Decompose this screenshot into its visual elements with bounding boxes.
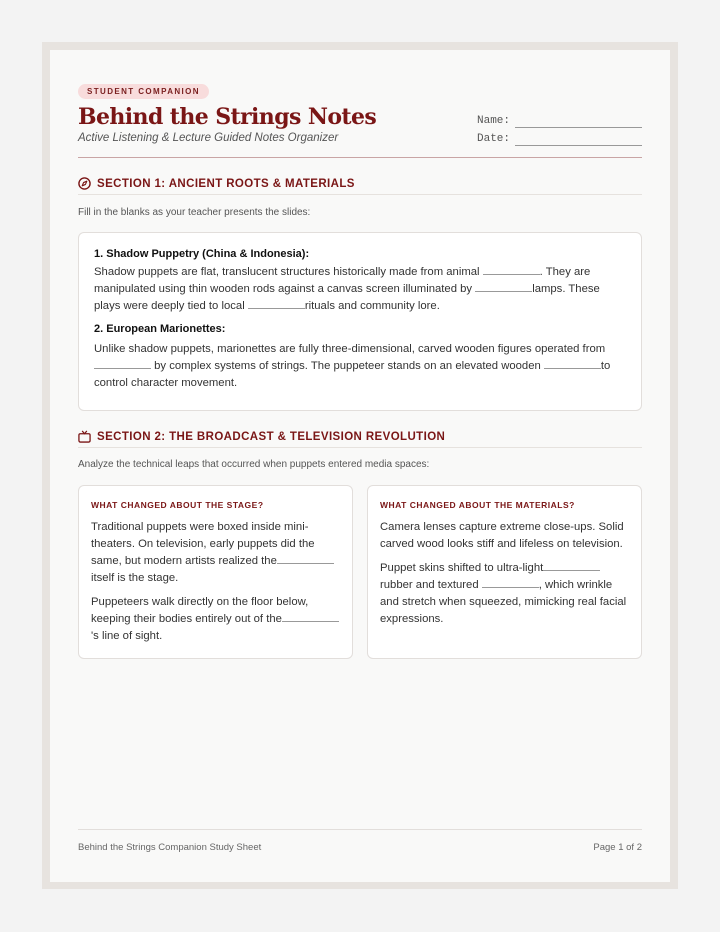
tv-icon [78,430,91,443]
page-subtitle: Active Listening & Lecture Guided Notes Organizer [78,132,339,144]
section1-instructions: Fill in the blanks as your teacher presents the slides: [78,207,311,218]
blank-field[interactable] [94,358,151,369]
stage-card [78,485,353,659]
blank-field[interactable] [282,611,339,622]
section1-heading [78,177,355,190]
section1-card [78,232,642,411]
marionette-text-2: by complex systems of strings. The puppeteer stands on an elevated wooden [154,360,544,372]
european-marionettes-heading: 2. European Marionettes: [94,323,226,335]
materials-paragraph-1: Camera lenses capture extreme close-ups. Solid carved wood looks stiff and lifeless on television. [380,521,624,550]
section1-title: SECTION 1: ANCIENT ROOTS & MATERIALS [97,177,355,190]
section2-heading [78,430,445,443]
stage-paragraph-2 [91,594,341,645]
stage-text-2b: 's line of sight. [91,630,163,642]
blank-field[interactable] [277,553,334,564]
blank-field[interactable] [482,577,539,588]
marionette-text-3: to control character movement. [94,360,611,389]
blank-field[interactable] [483,264,540,275]
shadow-puppetry-text [94,264,627,315]
date-label: Date: [477,133,511,145]
shadow-puppetry-heading: 1. Shadow Puppetry (China & Indonesia): [94,248,310,260]
materials-text-2b: rubber and textured [380,579,482,591]
student-companion-badge: STUDENT COMPANION [78,84,209,99]
blank-field[interactable] [543,560,600,571]
materials-heading: WHAT CHANGED ABOUT THE MATERIALS? [380,500,575,510]
header-divider [78,157,642,158]
blank-field[interactable] [248,298,305,309]
materials-card [367,485,642,659]
stage-paragraph-1 [91,519,341,587]
name-field[interactable] [477,115,510,127]
stage-text-1a: Traditional puppets were boxed inside mini-theaters. On television, early puppets did the same, but modern artists realized the [91,521,315,567]
page-number: Page 1 of 2 [593,842,642,853]
materials-text-2a: Puppet skins shifted to ultra-light [380,562,544,574]
section2-instructions: Analyze the technical leaps that occurred when puppets entered media spaces: [78,459,430,470]
stage-heading: WHAT CHANGED ABOUT THE STAGE? [91,500,264,510]
worksheet-page [50,50,670,882]
shadow-text-2: . They are manipulated using thin wooden rods against a canvas screen illuminated by [94,266,591,295]
name-label: Name: [477,115,511,127]
footer-title: Behind the Strings Companion Study Sheet [78,842,262,853]
shadow-text-3: lamps. These plays were deeply tied to local [94,283,600,312]
date-field[interactable] [477,133,510,145]
marionettes-text [94,341,627,392]
stage-text-1b: itself is the stage. [91,572,179,584]
blank-field[interactable] [475,281,532,292]
footer-divider [78,829,642,830]
section1-divider [78,194,642,195]
blank-field[interactable] [544,358,601,369]
date-line [515,145,642,146]
compass-icon [78,177,91,190]
name-line [515,127,642,128]
materials-text-2c: , which wrinkle and stretch when squeezed, mimicking real facial expressions. [380,579,627,625]
page-title: Behind the Strings Notes [78,104,377,130]
section2-title: SECTION 2: THE BROADCAST & TELEVISION REVOLUTION [97,430,446,443]
stage-text-2a: Puppeteers walk directly on the floor below, keeping their bodies entirely out of the [91,596,309,625]
shadow-text-1: Shadow puppets are flat, translucent structures historically made from animal [94,266,483,278]
marionette-text-1: Unlike shadow puppets, marionettes are fully three-dimensional, carved wooden figures operated from [94,343,606,355]
materials-paragraph-2 [380,560,630,628]
section2-divider [78,447,642,448]
shadow-text-4: rituals and community lore. [304,300,440,312]
